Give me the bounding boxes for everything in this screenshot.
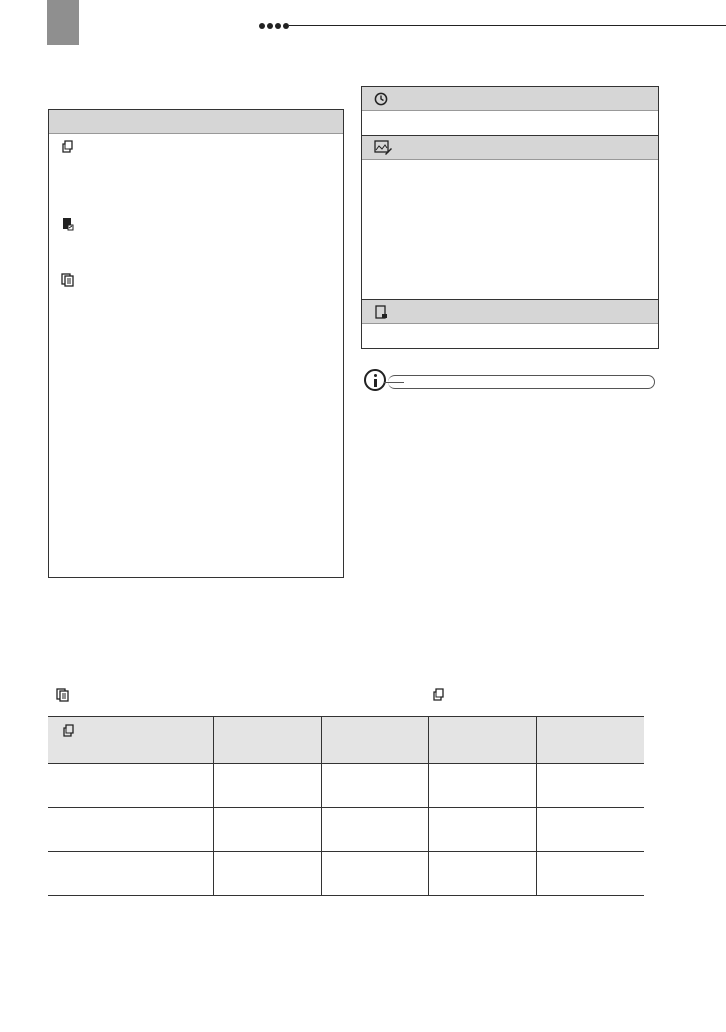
data-table: [48, 716, 644, 896]
table-cell: [321, 764, 428, 808]
table-header-cell: [321, 717, 428, 764]
table-cell: [48, 852, 213, 896]
single-page-icon: [62, 724, 76, 738]
info-icon: [364, 369, 386, 391]
image-edit-icon: [374, 140, 392, 156]
dark-page-icon: [61, 217, 75, 231]
multi-page-icon: [61, 273, 75, 287]
info-note-bar: [388, 375, 655, 389]
table-cell: [213, 808, 321, 852]
header-dots: [259, 23, 289, 29]
document-icon: [374, 305, 388, 319]
multi-page-icon: [56, 688, 70, 702]
table-cell: [428, 852, 536, 896]
table-cell: [536, 852, 644, 896]
table-cell: [213, 852, 321, 896]
table-row: [48, 852, 644, 896]
table-header-row: [48, 717, 644, 764]
image-section-bar: [362, 136, 658, 160]
table-cell: [321, 852, 428, 896]
table-header-cell: [428, 717, 536, 764]
single-page-icon: [61, 140, 75, 154]
document-section: [362, 299, 658, 349]
clock-section: [362, 87, 658, 135]
table-cell: [428, 808, 536, 852]
table-header-cell: [213, 717, 321, 764]
right-panel: [361, 86, 659, 349]
header-rule: [289, 25, 726, 26]
table-cell: [48, 764, 213, 808]
table-cell: [213, 764, 321, 808]
document-section-bar: [362, 300, 658, 324]
clock-icon: [374, 92, 388, 106]
left-panel: [48, 109, 344, 578]
table-header-cell: [48, 717, 213, 764]
info-note: [364, 369, 655, 393]
table-row: [48, 764, 644, 808]
table-cell: [536, 764, 644, 808]
table-header-cell: [536, 717, 644, 764]
single-page-icon: [432, 688, 446, 702]
table-cell: [428, 764, 536, 808]
left-panel-header-bar: [49, 110, 343, 134]
table-row: [48, 808, 644, 852]
clock-section-bar: [362, 87, 658, 111]
image-section: [362, 135, 658, 299]
page-tab: [47, 0, 79, 45]
table-cell: [536, 808, 644, 852]
table-cell: [321, 808, 428, 852]
table-cell: [48, 808, 213, 852]
